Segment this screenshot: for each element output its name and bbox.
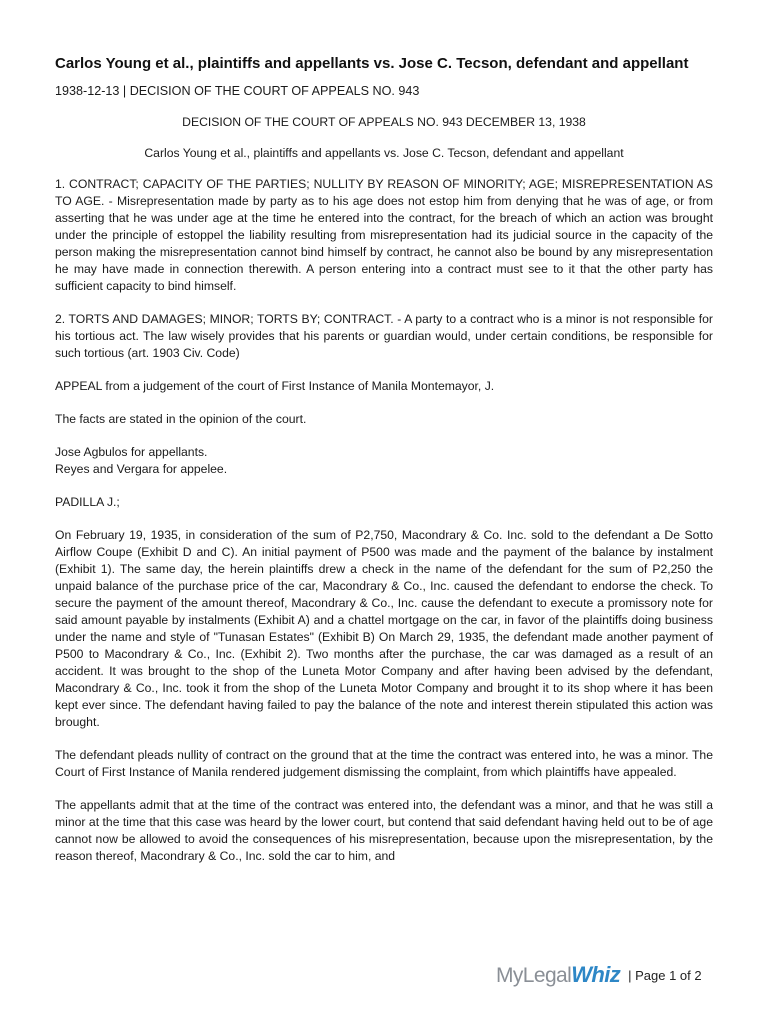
counsel-appellee: Reyes and Vergara for appelee.: [55, 462, 228, 476]
document-page: [55, 54, 713, 865]
opinion-paragraph-2: The defendant pleads nullity of contract on the ground that at the time the contract was entered into, he was a minor. The Court of First Instance of Manila rendered judgement dismissing the complaint, from which plaintiffs have appealed.: [55, 748, 713, 779]
counsel-appellants: Jose Agbulos for appellants.: [55, 445, 208, 459]
mylegalwhiz-logo: [496, 964, 620, 986]
case-parties-heading: Carlos Young et al., plaintiffs and appellants vs. Jose C. Tecson, defendant and appellant: [144, 146, 624, 160]
opinion-paragraph-1: On February 19, 1935, in consideration of the sum of P2,750, Macondrary & Co. Inc. sold to the defendant a De Sotto Airflow Coupe (Exhibit D and C). An initial payment of P500 was made and the payment of the balance by instalment (Exhibit 1). The same day, the herein plaintiffs drew a check in the name of the defendant for the sum of P2,250 the unpaid balance of the purchase price of the car, Macondrary & Co., Inc. caused the defendant to endorse the check. To secure the payment of the amount thereof, Macondrary & Co., Inc. cause the defendant to execute a promissory note for said amount payable by instalments (Exhibit A) and a chattel mortgage on the car, in favor of the plaintiffs doing business under the name and style of "Tunasan Estates" (Exhibit B) On March 29, 1935, the defendant made another payment of P500 to Macondrary & Co., Inc. (Exhibit 2). Two months after the purchase, the car was damaged as a result of an accident. It was brought to the shop of the Luneta Motor Company and after having been advised by the defendant, Macondrary & Co., Inc. took it from the shop of the Luneta Motor Company and brought it to its shop where it has been kept ever since. The defendant having failed to pay the balance of the note and interest therein stipulated this action was brought.: [55, 528, 713, 729]
logo-part-legal: Legal: [522, 964, 572, 987]
decision-heading: DECISION OF THE COURT OF APPEALS NO. 943 DECEMBER 13, 1938: [182, 115, 586, 129]
page-number: | Page 1 of 2: [628, 967, 702, 983]
counsel-block: [55, 444, 713, 478]
facts-paragraph: The facts are stated in the opinion of the court.: [55, 412, 307, 426]
page-footer: [496, 962, 702, 988]
syllabus-paragraph-1: 1. CONTRACT; CAPACITY OF THE PARTIES; NULLITY BY REASON OF MINORITY; AGE; MISREPRESENTATION AS TO AGE. - Misrepresentation made by party as to his age does not estop him from denying that he was of age, or from asserting that he was under age at the time he entered into the contract, for the breach of which an action was brought under the principle of estoppel the liability resulting from misrepresentation had its judicial source in the capacity of the person making the misrepresentation cannot bind himself by contract, he cannot also be bound by any misrepresentation he may have made in connection therewith. A person entering into a contract must see to it that the other party has sufficient capacity to bind himself.: [55, 177, 713, 293]
logo-part-whiz: Whiz: [571, 962, 621, 987]
document-title: Carlos Young et al., plaintiffs and appellants vs. Jose C. Tecson, defendant and appellant: [55, 55, 689, 72]
appeal-paragraph: APPEAL from a judgement of the court of First Instance of Manila Montemayor, J.: [55, 379, 495, 393]
syllabus-paragraph-2: 2. TORTS AND DAMAGES; MINOR; TORTS BY; CONTRACT. - A party to a contract who is a minor is not responsible for his tortious act. The law wisely provides that his parents or guardian would, under certain conditions, be responsible for such tortious (art. 1903 Civ. Code): [55, 312, 713, 360]
ponente-line: PADILLA J.;: [55, 495, 120, 509]
logo-part-my: My: [496, 964, 523, 987]
date-and-decision-line: 1938-12-13 | DECISION OF THE COURT OF APPEALS NO. 943: [55, 84, 420, 98]
opinion-paragraph-3: The appellants admit that at the time of the contract was entered into, the defendant was a minor, and that he was still a minor at the time that this case was heard by the lower court, but contend that said defendant having held out to be of age cannot now be allowed to avoid the consequences of his misrepresentation, because upon the misrepresentation, by the reason thereof, Macondrary & Co., Inc. sold the car to him, and: [55, 798, 713, 863]
